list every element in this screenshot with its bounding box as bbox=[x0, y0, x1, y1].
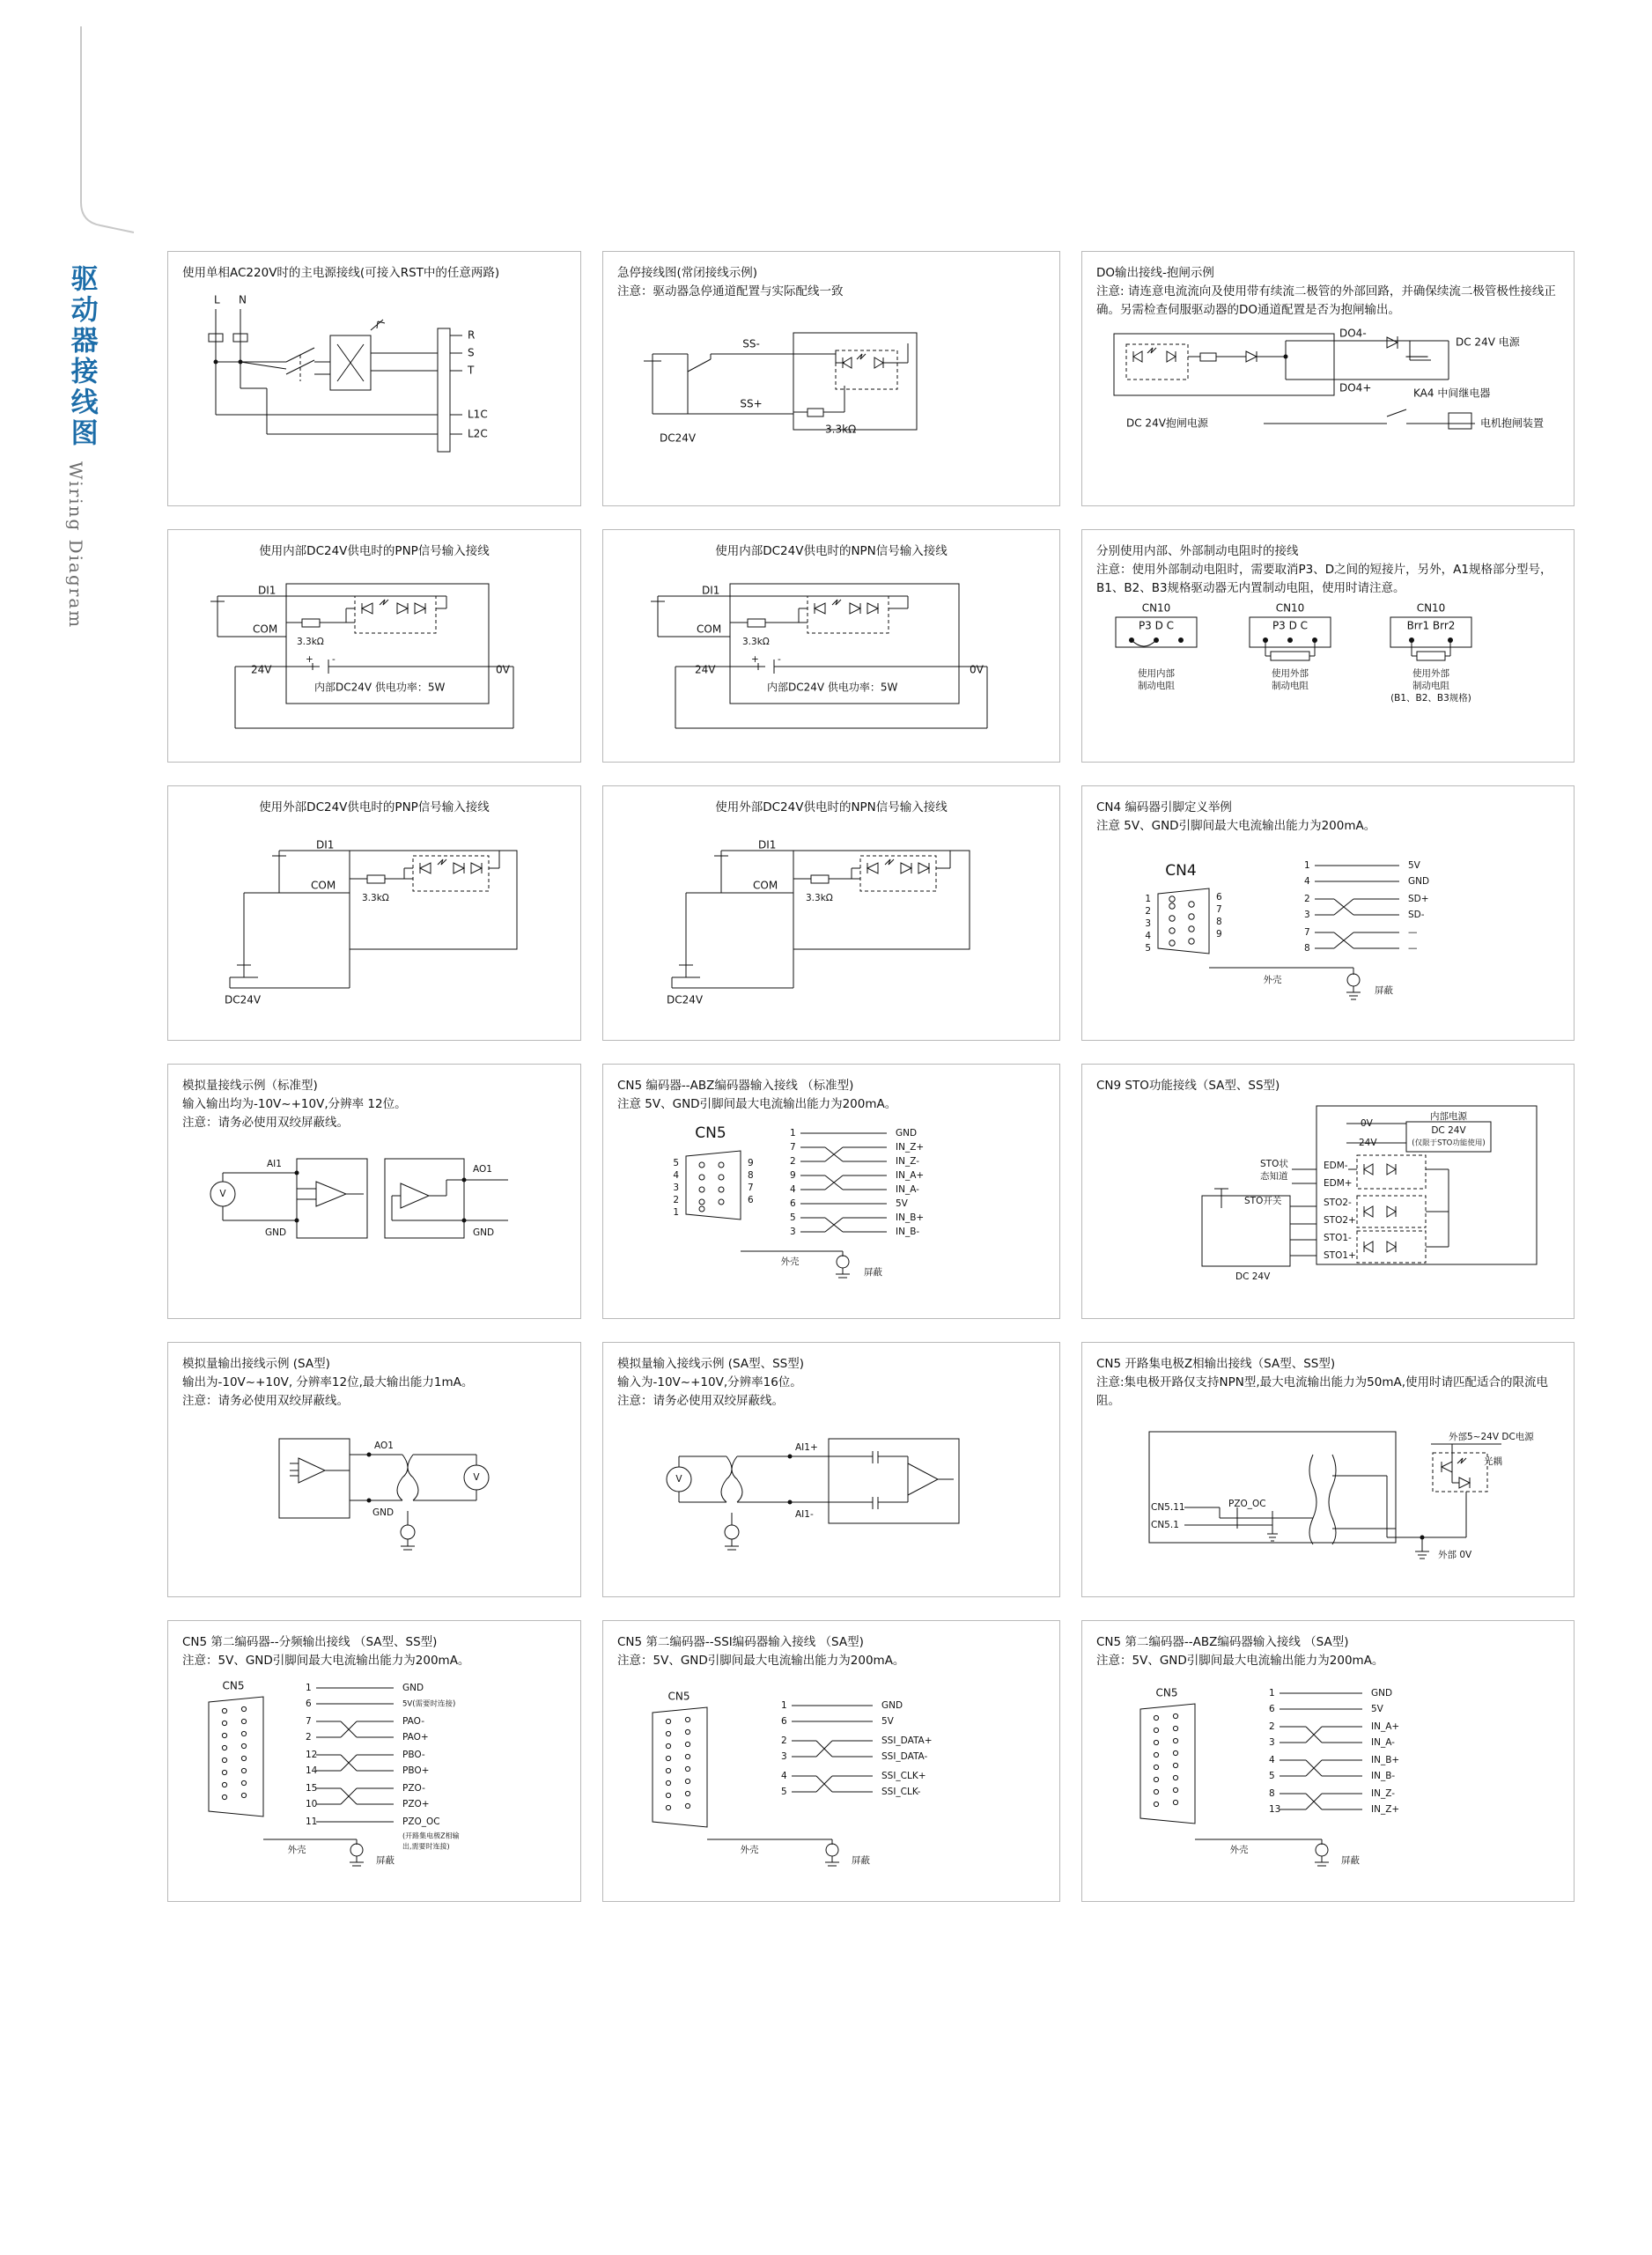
card-caption: 使用内部DC24V供电时的NPN信号输入接线 bbox=[715, 544, 948, 558]
card-internal-24v-npn bbox=[602, 529, 1060, 763]
card-caption-3: 注意：请务必使用双绞屏蔽线。 bbox=[182, 1393, 349, 1408]
label-ai1-plus: AI1+ bbox=[795, 1441, 818, 1453]
pin-signal: PZO_OC bbox=[402, 1816, 440, 1827]
card-caption: 模拟量输入接线示例 (SA型、SS型) bbox=[617, 1357, 805, 1371]
pin-number: 6 bbox=[790, 1198, 796, 1209]
figure-external-pnp bbox=[182, 836, 561, 1035]
pin-number: 12 bbox=[306, 1749, 318, 1760]
label-pzo-oc: PZO_OC bbox=[1228, 1498, 1266, 1509]
pin-signal: 5V bbox=[896, 1198, 908, 1209]
connector-name: CN5 bbox=[1155, 1686, 1178, 1699]
label-shield: 屏蔽 bbox=[376, 1854, 395, 1866]
pin-number: 15 bbox=[306, 1782, 318, 1794]
label-resistor: 3.3kΩ bbox=[742, 636, 770, 647]
pin-num-right-3: 8 bbox=[1216, 916, 1222, 927]
pin-signal: IN_Z+ bbox=[896, 1141, 925, 1153]
card-estop-wiring bbox=[602, 251, 1060, 506]
pin-number: 13 bbox=[1269, 1803, 1281, 1815]
pin-number: 5 bbox=[1269, 1770, 1275, 1781]
label-shell: 外壳 bbox=[740, 1844, 759, 1855]
label-24v: 24V bbox=[251, 663, 272, 676]
label-di1: DI1 bbox=[258, 584, 277, 597]
pin-signal: 5V bbox=[1408, 859, 1420, 871]
pin-signal: GND bbox=[402, 1682, 424, 1693]
label-sto-state-2: 态知道 bbox=[1260, 1170, 1288, 1182]
figure-analog-input bbox=[617, 1433, 1040, 1566]
card-cn5-second-encoder-divided bbox=[167, 1620, 581, 1902]
card-analog-output-sa bbox=[167, 1342, 581, 1597]
label-resistor: 3.3kΩ bbox=[362, 892, 389, 903]
label-cn5-11: CN5.11 bbox=[1151, 1501, 1185, 1513]
pin-number: 2 bbox=[790, 1155, 796, 1167]
label-di1: DI1 bbox=[702, 584, 720, 597]
label-plus: + bbox=[751, 653, 759, 665]
card-cn4-pin-definition bbox=[1081, 785, 1575, 1041]
pin-number: 6 bbox=[306, 1698, 312, 1709]
card-cn5-abz-encoder-input bbox=[602, 1064, 1060, 1319]
pin-signal: IN_A- bbox=[896, 1183, 919, 1195]
label-voltmeter: V bbox=[219, 1188, 226, 1199]
label-ext-0v: 外部 0V bbox=[1438, 1549, 1472, 1560]
connector-name: CN5 bbox=[222, 1679, 245, 1692]
pin-signal: PAO- bbox=[402, 1715, 425, 1727]
pin-num-right-3: 7 bbox=[748, 1182, 754, 1193]
figure-internal-npn bbox=[617, 578, 1040, 755]
pin-signal: IN_B+ bbox=[1371, 1754, 1400, 1765]
pin-signal: IN_A+ bbox=[1371, 1721, 1400, 1732]
pin-signal: IN_A- bbox=[1371, 1736, 1395, 1748]
label-R: R bbox=[468, 328, 476, 342]
connector-note-2a: 使用外部 bbox=[1272, 667, 1309, 679]
connector-name-2: CN10 bbox=[1275, 601, 1305, 615]
pin-number: 2 bbox=[1304, 893, 1310, 904]
pin-number: 2 bbox=[306, 1731, 312, 1743]
card-analog-input-sa-ss bbox=[602, 1342, 1060, 1597]
pin-number: 3 bbox=[1304, 909, 1310, 920]
pin-number: 6 bbox=[781, 1715, 787, 1727]
figure-cn5-divided bbox=[182, 1676, 561, 1878]
connector-name: CN5 bbox=[667, 1690, 690, 1703]
label-com: COM bbox=[253, 623, 278, 636]
pin-number: 1 bbox=[790, 1127, 796, 1139]
diagram-row-6 bbox=[167, 1620, 1594, 1902]
pin-number: 1 bbox=[1304, 859, 1310, 871]
label-minus: - bbox=[332, 653, 336, 665]
label-photocoupler: 光耦 bbox=[1484, 1455, 1502, 1467]
page-title-cn: 驱动器接线图 bbox=[65, 264, 98, 449]
pin-num-left-1: 5 bbox=[673, 1157, 679, 1168]
card-caption-2: 输入为-10V~+10V,分辨率16位。 bbox=[617, 1374, 802, 1389]
pin-signal: GND bbox=[881, 1699, 903, 1711]
pin-number: 8 bbox=[1304, 942, 1310, 954]
label-gnd: GND bbox=[372, 1507, 395, 1518]
pin-num-right-1: 6 bbox=[1216, 891, 1222, 903]
pin-note-1: (开路集电极Z相输 bbox=[402, 1831, 460, 1840]
card-cn9-sto bbox=[1081, 1064, 1575, 1319]
label-ao1: AO1 bbox=[374, 1440, 394, 1451]
card-caption-2: 注意: 请连意电流流向及使用带有续流二极管的外部回路，并确保续流二极管极性接线正确。另需检查伺服驱动器的DO通道配置是否为抱闸输出。 bbox=[1096, 284, 1556, 317]
diagram-row-4 bbox=[167, 1064, 1594, 1319]
label-do4-minus: DO4- bbox=[1339, 327, 1367, 340]
label-0v: 0V bbox=[1361, 1117, 1373, 1129]
pin-signal: SSI_CLK- bbox=[881, 1786, 921, 1797]
pin-number: 14 bbox=[306, 1765, 318, 1776]
label-internal-power: 内部DC24V 供电功率：5W bbox=[314, 681, 446, 694]
label-cn5-1: CN5.1 bbox=[1151, 1519, 1179, 1530]
pin-signal: IN_B- bbox=[1371, 1770, 1396, 1781]
connector-note-3a: 使用外部 bbox=[1412, 667, 1449, 679]
pin-signal: SSI_DATA+ bbox=[881, 1735, 933, 1746]
pin-number: 10 bbox=[306, 1798, 318, 1809]
diagram-row-2 bbox=[167, 529, 1594, 763]
pin-num-left-2: 4 bbox=[673, 1169, 679, 1181]
pin-num-right-2: 8 bbox=[748, 1169, 754, 1181]
connector-note-2b: 制动电阻 bbox=[1272, 680, 1309, 691]
figure-external-npn bbox=[617, 836, 1040, 1035]
pin-signal: IN_B+ bbox=[896, 1212, 925, 1223]
cn5-signal-rows bbox=[790, 1128, 924, 1237]
card-caption: CN5 编码器--ABZ编码器输入接线 （标准型) bbox=[617, 1079, 854, 1093]
diagram-row-5 bbox=[167, 1342, 1594, 1597]
pin-num-right-4: 6 bbox=[748, 1194, 754, 1205]
label-ai1-minus: AI1- bbox=[795, 1508, 814, 1520]
card-caption-2: 注意：使用外部制动电阻时，需要取消P3、D之间的短接片，另外，A1规格部分型号，B1、B2、B3规格驱动器无内置制动电阻，使用时请注意。 bbox=[1096, 562, 1552, 595]
pin-number: 4 bbox=[1304, 875, 1310, 887]
label-com: COM bbox=[311, 879, 336, 892]
connector-name-1: CN10 bbox=[1141, 601, 1171, 615]
card-caption: 模拟量输出接线示例 (SA型) bbox=[182, 1357, 330, 1371]
label-ss-minus: SS- bbox=[742, 337, 760, 350]
label-brake-power: DC 24V抱闸电源 bbox=[1126, 416, 1208, 430]
connector-name: CN5 bbox=[695, 1124, 726, 1142]
card-caption-2: 注意:集电极开路仅支持NPN型,最大电流输出能力为50mA,使用时请匹配适合的限流电阻。 bbox=[1096, 1374, 1549, 1408]
label-sto1-minus: STO1- bbox=[1324, 1232, 1352, 1243]
label-dc24v-ext: DC 24V bbox=[1235, 1271, 1271, 1282]
card-caption-2: 注意：5V、GND引脚间最大电流输出能力为200mA。 bbox=[617, 1653, 905, 1668]
label-T: T bbox=[468, 364, 475, 377]
card-caption: CN5 第二编码器--ABZ编码器输入接线 （SA型) bbox=[1096, 1635, 1349, 1649]
label-edm-minus: EDM- bbox=[1324, 1160, 1348, 1171]
card-caption: CN4 编码器引脚定义举例 bbox=[1096, 800, 1232, 814]
connector-note-3c: (B1、B2、B3规格) bbox=[1390, 692, 1471, 704]
card-caption-3: 注意：请务必使用双绞屏蔽线。 bbox=[617, 1393, 784, 1408]
figure-internal-pnp bbox=[182, 578, 561, 755]
card-caption: 模拟量接线示例（标准型) bbox=[182, 1079, 318, 1093]
label-plus: + bbox=[306, 653, 313, 665]
pin-num-left-4: 4 bbox=[1145, 930, 1151, 941]
pin-signal: 5V bbox=[1371, 1703, 1383, 1714]
label-S: S bbox=[468, 346, 475, 359]
label-L: L bbox=[214, 293, 220, 306]
card-caption: CN5 第二编码器--分频输出接线 （SA型、SS型) bbox=[182, 1635, 438, 1649]
connector-pins-1: P3 D C bbox=[1138, 619, 1175, 632]
pin-number: 5 bbox=[790, 1212, 796, 1223]
page-title-en: Wiring Diagram bbox=[65, 461, 86, 630]
figure-cn5-abz2 bbox=[1096, 1676, 1554, 1878]
cn5-ssi-rows bbox=[781, 1700, 933, 1797]
pin-number: 9 bbox=[790, 1169, 796, 1181]
label-dc24v: DC24V bbox=[667, 993, 704, 1006]
card-do-brake-output bbox=[1081, 251, 1575, 506]
cn5-divided-rows bbox=[306, 1683, 460, 1851]
card-caption-2: 注意：驱动器急停通道配置与实际配线一致 bbox=[617, 284, 844, 298]
label-N: N bbox=[239, 293, 247, 306]
card-analog-example-standard bbox=[167, 1064, 581, 1319]
pin-signal: SD+ bbox=[1408, 893, 1429, 904]
diagram-row-3 bbox=[167, 785, 1594, 1041]
label-ai1: AI1 bbox=[267, 1158, 282, 1169]
card-cn5-second-encoder-ssi bbox=[602, 1620, 1060, 1902]
label-L2C: L2C bbox=[468, 427, 488, 440]
label-com: COM bbox=[753, 879, 778, 892]
pin-signal: PZO- bbox=[402, 1782, 425, 1794]
connector-name: CN4 bbox=[1165, 861, 1197, 880]
pin-number: 7 bbox=[790, 1141, 796, 1153]
label-gnd: GND bbox=[265, 1227, 287, 1238]
pin-number: 3 bbox=[1269, 1736, 1275, 1748]
label-sto2-minus: STO2- bbox=[1324, 1197, 1352, 1208]
label-com: COM bbox=[697, 623, 722, 636]
pin-signal: PZO+ bbox=[402, 1798, 430, 1809]
card-caption: 急停接线图(常闭接线示例) bbox=[617, 266, 758, 280]
card-cn5-open-collector-z bbox=[1081, 1342, 1575, 1597]
label-shell: 外壳 bbox=[1263, 974, 1282, 985]
pin-signal: 5V(需要时连接) bbox=[402, 1699, 456, 1709]
label-sto-only: (仅限于STO功能使用) bbox=[1412, 1139, 1486, 1148]
pin-signal: SD- bbox=[1408, 909, 1425, 920]
label-shield: 屏蔽 bbox=[864, 1266, 882, 1278]
card-external-24v-pnp bbox=[167, 785, 581, 1041]
pin-signal: PBO- bbox=[402, 1749, 425, 1760]
connector-note-3b: 制动电阻 bbox=[1412, 680, 1449, 691]
card-caption-2: 注意：5V、GND引脚间最大电流输出能力为200mA。 bbox=[182, 1653, 470, 1668]
pin-signal: PAO+ bbox=[402, 1731, 429, 1743]
pin-num-right-4: 9 bbox=[1216, 928, 1222, 940]
pin-number: 4 bbox=[790, 1183, 796, 1195]
figure-main-power bbox=[182, 283, 561, 481]
cn5-abz2-rows bbox=[1269, 1688, 1399, 1815]
label-ka4-relay: KA4 中间继电器 bbox=[1413, 387, 1491, 400]
label-shield: 屏蔽 bbox=[1375, 984, 1393, 996]
pin-number: 5 bbox=[781, 1786, 787, 1797]
pin-signal: — bbox=[1408, 926, 1418, 938]
card-caption: CN5 第二编码器--SSI编码器输入接线 （SA型) bbox=[617, 1635, 864, 1649]
pin-number: 3 bbox=[781, 1750, 787, 1762]
pin-signal: IN_A+ bbox=[896, 1169, 925, 1181]
label-voltmeter: V bbox=[675, 1473, 682, 1485]
label-shell: 外壳 bbox=[287, 1844, 306, 1855]
pin-number: 6 bbox=[1269, 1703, 1275, 1714]
figure-estop bbox=[617, 317, 1040, 493]
label-dc24v-power: DC 24V 电源 bbox=[1456, 335, 1520, 349]
card-caption-2: 注意 5V、GND引脚间最大电流输出能力为200mA。 bbox=[1096, 818, 1376, 833]
pin-num-left-5: 5 bbox=[1145, 942, 1151, 954]
pin-num-left-1: 1 bbox=[1145, 893, 1151, 904]
pin-num-left-3: 3 bbox=[1145, 917, 1151, 929]
card-caption: CN9 STO功能接线（SA型、SS型) bbox=[1096, 1079, 1280, 1093]
card-caption: CN5 开路集电极Z相输出接线（SA型、SS型) bbox=[1096, 1357, 1336, 1371]
pin-num-right-2: 7 bbox=[1216, 903, 1222, 915]
label-voltmeter: V bbox=[473, 1471, 480, 1483]
figure-cn9-sto bbox=[1096, 1101, 1554, 1290]
card-caption-2: 输入输出均为-10V~+10V,分辨率 12位。 bbox=[182, 1096, 407, 1111]
pin-signal: GND bbox=[1408, 875, 1430, 887]
label-gnd-2: GND bbox=[473, 1227, 495, 1238]
label-0v: 0V bbox=[970, 663, 984, 676]
figure-analog-output bbox=[182, 1433, 561, 1566]
connector-pins-2: P3 D C bbox=[1272, 619, 1309, 632]
label-dc24v: DC 24V bbox=[1431, 1124, 1466, 1136]
card-caption-2: 注意 5V、GND引脚间最大电流输出能力为200mA。 bbox=[617, 1096, 897, 1111]
pin-number: 3 bbox=[790, 1226, 796, 1237]
label-do4-plus: DO4+ bbox=[1339, 381, 1372, 394]
label-dc24v: DC24V bbox=[225, 993, 262, 1006]
pin-number: 4 bbox=[1269, 1754, 1275, 1765]
pin-number: 2 bbox=[1269, 1721, 1275, 1732]
pin-number: 1 bbox=[781, 1699, 787, 1711]
figure-open-collector bbox=[1096, 1423, 1554, 1581]
diagram-row-1 bbox=[167, 251, 1594, 506]
label-24v: 24V bbox=[695, 663, 716, 676]
page-side-title bbox=[65, 264, 144, 629]
pin-signal: SSI_DATA- bbox=[881, 1750, 928, 1762]
pin-signal: IN_Z- bbox=[1371, 1787, 1395, 1799]
label-di1: DI1 bbox=[316, 838, 335, 851]
diagram-grid bbox=[167, 251, 1594, 1925]
pin-signal: SSI_CLK+ bbox=[881, 1770, 926, 1781]
pin-note-2: 出,需要时连接) bbox=[402, 1842, 450, 1851]
card-caption: 使用内部DC24V供电时的PNP信号输入接线 bbox=[259, 544, 490, 558]
connector-note-1b: 制动电阻 bbox=[1138, 680, 1175, 691]
figure-cn5-abz bbox=[617, 1121, 1040, 1297]
pin-signal: IN_Z- bbox=[896, 1155, 919, 1167]
label-L1C: L1C bbox=[468, 408, 488, 421]
figure-cn4 bbox=[1096, 844, 1554, 1012]
pin-number: 11 bbox=[306, 1816, 318, 1827]
label-brake-device: 电机抱闸装置 bbox=[1480, 416, 1545, 430]
pin-number: 7 bbox=[1304, 926, 1310, 938]
figure-do-brake bbox=[1096, 325, 1554, 448]
label-sto-state-1: STO状 bbox=[1260, 1158, 1288, 1169]
cn4-signal-rows bbox=[1304, 860, 1429, 954]
label-di1: DI1 bbox=[758, 838, 777, 851]
card-caption-2: 输出为-10V~+10V, 分辨率12位,最大输出能力1mA。 bbox=[182, 1374, 474, 1389]
figure-analog-standard bbox=[182, 1153, 561, 1286]
pin-number: 4 bbox=[781, 1770, 787, 1781]
label-edm-plus: EDM+ bbox=[1324, 1177, 1353, 1189]
connector-pins-3: Brr1 Brr2 bbox=[1406, 619, 1456, 632]
pin-signal: PBO+ bbox=[402, 1765, 430, 1776]
card-internal-24v-pnp bbox=[167, 529, 581, 763]
card-caption-2: 注意：5V、GND引脚间最大电流输出能力为200mA。 bbox=[1096, 1653, 1384, 1668]
pin-num-right-1: 9 bbox=[748, 1157, 754, 1168]
pin-number: 8 bbox=[1269, 1787, 1275, 1799]
label-ao1: AO1 bbox=[473, 1163, 492, 1175]
label-24v: 24V bbox=[1359, 1137, 1377, 1148]
pin-number: 1 bbox=[306, 1682, 312, 1693]
pin-number: 7 bbox=[306, 1715, 312, 1727]
card-braking-resistor bbox=[1081, 529, 1575, 763]
card-caption: 使用单相AC220V时的主电源接线(可接入RST中的任意两路) bbox=[182, 266, 500, 280]
card-main-power-ac220 bbox=[167, 251, 581, 506]
card-caption: 使用外部DC24V供电时的NPN信号输入接线 bbox=[715, 800, 948, 814]
pin-num-left-4: 2 bbox=[673, 1194, 679, 1205]
label-sto2-plus: STO2+ bbox=[1324, 1214, 1356, 1226]
label-sto-switch: STO开关 bbox=[1244, 1195, 1282, 1206]
label-resistor: 3.3kΩ bbox=[806, 892, 833, 903]
pin-signal: GND bbox=[1371, 1687, 1393, 1699]
pin-signal: GND bbox=[896, 1127, 918, 1139]
label-shield: 屏蔽 bbox=[852, 1854, 870, 1866]
label-sto1-plus: STO1+ bbox=[1324, 1249, 1356, 1261]
corner-decoration bbox=[77, 26, 130, 229]
pin-signal: 5V bbox=[881, 1715, 894, 1727]
figure-braking-resistor bbox=[1096, 601, 1554, 711]
label-dc24v: DC24V bbox=[660, 431, 697, 445]
card-caption: 使用外部DC24V供电时的PNP信号输入接线 bbox=[259, 800, 490, 814]
label-resistor: 3.3kΩ bbox=[297, 636, 324, 647]
label-internal-power: 内部电源 bbox=[1430, 1110, 1467, 1122]
card-caption: 分别使用内部、外部制动电阻时的接线 bbox=[1096, 544, 1299, 558]
pin-num-left-2: 2 bbox=[1145, 905, 1151, 917]
label-shield: 屏蔽 bbox=[1341, 1854, 1360, 1866]
label-internal-power: 内部DC24V 供电功率：5W bbox=[767, 681, 898, 694]
pin-signal: IN_Z+ bbox=[1371, 1803, 1400, 1815]
label-0v: 0V bbox=[496, 663, 510, 676]
label-shell: 外壳 bbox=[780, 1256, 800, 1267]
figure-cn5-ssi bbox=[617, 1676, 1040, 1878]
label-minus: - bbox=[778, 653, 781, 665]
pin-signal: IN_B- bbox=[896, 1226, 920, 1237]
card-caption-3: 注意：请务必使用双绞屏蔽线。 bbox=[182, 1115, 349, 1130]
card-cn5-second-encoder-abz bbox=[1081, 1620, 1575, 1902]
pin-num-left-5: 1 bbox=[673, 1206, 679, 1218]
label-ext-supply: 外部5~24V DC电源 bbox=[1449, 1431, 1534, 1442]
label-shell: 外壳 bbox=[1229, 1844, 1249, 1855]
pin-signal: — bbox=[1408, 942, 1418, 954]
pin-number: 1 bbox=[1269, 1687, 1275, 1699]
card-caption: DO输出接线-抱闸示例 bbox=[1096, 266, 1214, 280]
pin-num-left-3: 3 bbox=[673, 1182, 679, 1193]
card-external-24v-npn bbox=[602, 785, 1060, 1041]
label-ss-plus: SS+ bbox=[740, 397, 763, 410]
label-resistor: 3.3kΩ bbox=[825, 423, 857, 436]
pin-number: 2 bbox=[781, 1735, 787, 1746]
connector-note-1a: 使用内部 bbox=[1138, 667, 1175, 679]
connector-name-3: CN10 bbox=[1416, 601, 1446, 615]
